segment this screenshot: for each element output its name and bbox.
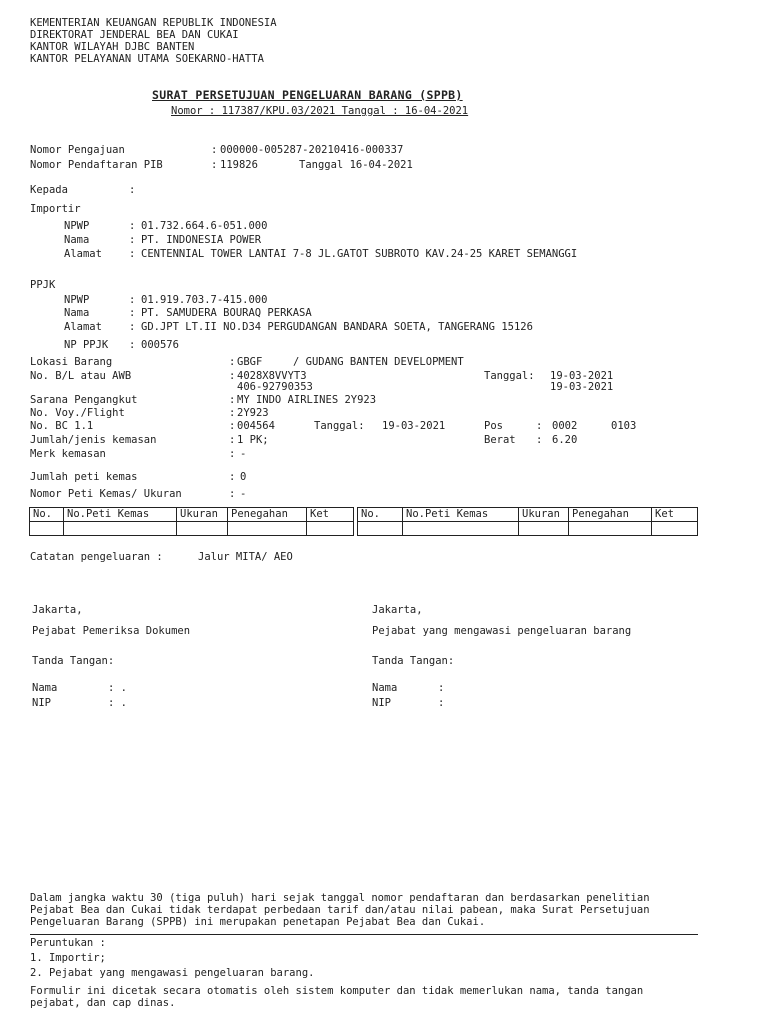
- bl-number-1: 4028X8VVYT3: [237, 370, 307, 382]
- importir-alamat: CENTENNIAL TOWER LANTAI 7-8 JL.GATOT SUBROTO KAV.24-25 KARET SEMANGGI: [141, 248, 578, 260]
- lokasi-sep: :: [229, 356, 236, 368]
- ppjk-np: 000576: [141, 339, 179, 351]
- voy-value: 2Y923: [237, 407, 269, 419]
- pib-sep: :: [211, 159, 218, 171]
- bl-sep: :: [229, 370, 236, 382]
- sign-right-nama-label: Nama: [372, 682, 398, 694]
- sign-left-place: Jakarta,: [32, 604, 83, 616]
- col-ukuran: Ukuran: [177, 508, 228, 522]
- document-title: SURAT PERSETUJUAN PENGELUARAN BARANG (SPPB): [152, 88, 463, 102]
- bc-sep: :: [229, 420, 236, 432]
- col-penegahan: Penegahan: [228, 508, 307, 522]
- importir-npwp-label: NPWP: [64, 220, 90, 232]
- peti-nomor-value: -: [240, 488, 247, 500]
- header-regional-office: KANTOR WILAYAH DJBC BANTEN: [30, 41, 195, 53]
- document-number: Nomor : 117387/KPU.03/2021 Tanggal : 16-04-2021: [171, 105, 469, 117]
- bc-date: 19-03-2021: [382, 420, 446, 432]
- importir-alamat-label: Alamat: [64, 248, 102, 260]
- sarana-value: MY INDO AIRLINES 2Y923: [237, 394, 377, 406]
- header-ministry: KEMENTERIAN KEUANGAN REPUBLIK INDONESIA: [30, 17, 277, 29]
- cell: [177, 522, 228, 536]
- sign-right-place: Jakarta,: [372, 604, 423, 616]
- col-no: No.: [30, 508, 64, 522]
- peti-jumlah-label: Jumlah peti kemas: [30, 471, 138, 483]
- peruntukan-item-1: 1. Importir;: [30, 952, 106, 964]
- table-row: [30, 522, 354, 536]
- merk-value: -: [240, 448, 247, 460]
- bl-date-label: Tanggal:: [484, 370, 535, 382]
- cell: [307, 522, 354, 536]
- ppjk-np-sep: :: [129, 339, 136, 351]
- kepada-sep: :: [129, 184, 136, 196]
- sign-left-nip-label: NIP: [32, 697, 51, 709]
- ppjk-np-label: NP PPJK: [64, 339, 109, 351]
- bl-date-1: 19-03-2021: [550, 370, 614, 382]
- peti-jumlah-value: 0: [240, 471, 247, 483]
- lokasi-name: / GUDANG BANTEN DEVELOPMENT: [293, 356, 464, 368]
- ppjk-alamat-label: Alamat: [64, 321, 102, 333]
- pos-sep: :: [536, 420, 543, 432]
- pengajuan-value: 000000-005287-20210416-000337: [220, 144, 404, 156]
- cell: [358, 522, 403, 536]
- sign-right-nama-value: :: [438, 682, 445, 694]
- catatan-value: Jalur MITA/ AEO: [198, 551, 293, 563]
- berat-sep: :: [536, 434, 543, 446]
- importir-alamat-sep: :: [129, 248, 136, 260]
- sarana-label: Sarana Pengangkut: [30, 394, 138, 406]
- footer-note-line3: Pengeluaran Barang (SPPB) ini merupakan penetapan Pejabat Bea dan Cukai.: [30, 916, 486, 928]
- footer-auto-line1: Formulir ini dicetak secara otomatis oleh sistem komputer dan tidak memerlukan nama, tanda tangan: [30, 985, 644, 997]
- bc-label: No. BC 1.1: [30, 420, 94, 432]
- merk-sep: :: [229, 448, 236, 460]
- ppjk-alamat-sep: :: [129, 321, 136, 333]
- cell: [519, 522, 569, 536]
- col-no: No.: [358, 508, 403, 522]
- col-peti-kemas: No.Peti Kemas: [403, 508, 519, 522]
- ppjk-nama-sep: :: [129, 307, 136, 319]
- peruntukan-label: Peruntukan :: [30, 937, 106, 949]
- peti-nomor-label: Nomor Peti Kemas/ Ukuran: [30, 488, 182, 500]
- table-header-row: [358, 508, 698, 522]
- cell: [228, 522, 307, 536]
- catatan-label: Catatan pengeluaran :: [30, 551, 163, 563]
- cell: [64, 522, 177, 536]
- bl-date-2: 19-03-2021: [550, 381, 614, 393]
- sign-right-role: Pejabat yang mengawasi pengeluaran barang: [372, 625, 632, 637]
- voy-label: No. Voy./Flight: [30, 407, 125, 419]
- lokasi-code: GBGF: [237, 356, 263, 368]
- berat-label: Berat: [484, 434, 516, 446]
- importir-npwp: 01.732.664.6-051.000: [141, 220, 268, 232]
- pos-value-1: 0002: [552, 420, 578, 432]
- pib-label: Nomor Pendaftaran PIB: [30, 159, 163, 171]
- jumlah-label: Jumlah/jenis kemasan: [30, 434, 157, 446]
- footer-auto-line2: pejabat, dan cap dinas.: [30, 997, 176, 1009]
- footer-divider: [30, 934, 698, 935]
- berat-value: 6.20: [552, 434, 578, 446]
- peti-kemas-table-left: [29, 507, 354, 536]
- table-row: [358, 522, 698, 536]
- ppjk-npwp: 01.919.703.7-415.000: [141, 294, 268, 306]
- peti-kemas-table-right: [357, 507, 698, 536]
- ppjk-heading: PPJK: [30, 279, 56, 291]
- sign-left-nama-label: Nama: [32, 682, 58, 694]
- col-ket: Ket: [307, 508, 354, 522]
- importir-nama: PT. INDONESIA POWER: [141, 234, 262, 246]
- pos-value-2: 0103: [611, 420, 637, 432]
- header-directorate: DIREKTORAT JENDERAL BEA DAN CUKAI: [30, 29, 239, 41]
- sign-left-nama-value: : .: [108, 682, 127, 694]
- col-ket: Ket: [652, 508, 698, 522]
- sign-right-nip-value: :: [438, 697, 445, 709]
- importir-heading: Importir: [30, 203, 81, 215]
- sign-left-ttd: Tanda Tangan:: [32, 655, 115, 667]
- importir-npwp-sep: :: [129, 220, 136, 232]
- jumlah-sep: :: [229, 434, 236, 446]
- sign-right-ttd: Tanda Tangan:: [372, 655, 455, 667]
- sign-left-nip-value: : .: [108, 697, 127, 709]
- pos-label: Pos: [484, 420, 503, 432]
- footer-note-line2: Pejabat Bea dan Cukai tidak terdapat perbedaan tarif dan/atau nilai pabean, maka Surat Persetujuan: [30, 904, 650, 916]
- pib-date: Tanggal 16-04-2021: [299, 159, 413, 171]
- merk-label: Merk kemasan: [30, 448, 106, 460]
- pib-value: 119826: [220, 159, 258, 171]
- table-header-row: [30, 508, 354, 522]
- cell: [403, 522, 519, 536]
- sarana-sep: :: [229, 394, 236, 406]
- cell: [569, 522, 652, 536]
- ppjk-npwp-label: NPWP: [64, 294, 90, 306]
- kepada-label: Kepada: [30, 184, 68, 196]
- col-ukuran: Ukuran: [519, 508, 569, 522]
- col-peti-kemas: No.Peti Kemas: [64, 508, 177, 522]
- ppjk-nama-label: Nama: [64, 307, 90, 319]
- cell: [652, 522, 698, 536]
- lokasi-label: Lokasi Barang: [30, 356, 113, 368]
- bc-date-label: Tanggal:: [314, 420, 365, 432]
- footer-note-line1: Dalam jangka waktu 30 (tiga puluh) hari sejak tanggal nomor pendaftaran dan berdasarkan penelitian: [30, 892, 650, 904]
- sign-left-role: Pejabat Pemeriksa Dokumen: [32, 625, 191, 637]
- importir-nama-label: Nama: [64, 234, 90, 246]
- ppjk-alamat: GD.JPT LT.II NO.D34 PERGUDANGAN BANDARA SOETA, TANGERANG 15126: [141, 321, 533, 333]
- sign-right-nip-label: NIP: [372, 697, 391, 709]
- ppjk-npwp-sep: :: [129, 294, 136, 306]
- ppjk-nama: PT. SAMUDERA BOURAQ PERKASA: [141, 307, 312, 319]
- bl-number-2: 406-92790353: [237, 381, 313, 393]
- peti-jumlah-sep: :: [229, 471, 236, 483]
- importir-nama-sep: :: [129, 234, 136, 246]
- col-penegahan: Penegahan: [569, 508, 652, 522]
- peruntukan-item-2: 2. Pejabat yang mengawasi pengeluaran barang.: [30, 967, 315, 979]
- jumlah-value: 1 PK;: [237, 434, 269, 446]
- pengajuan-sep: :: [211, 144, 218, 156]
- header-service-office: KANTOR PELAYANAN UTAMA SOEKARNO-HATTA: [30, 53, 264, 65]
- pengajuan-label: Nomor Pengajuan: [30, 144, 125, 156]
- voy-sep: :: [229, 407, 236, 419]
- bl-label: No. B/L atau AWB: [30, 370, 132, 382]
- bc-value: 004564: [237, 420, 275, 432]
- cell: [30, 522, 64, 536]
- peti-nomor-sep: :: [229, 488, 236, 500]
